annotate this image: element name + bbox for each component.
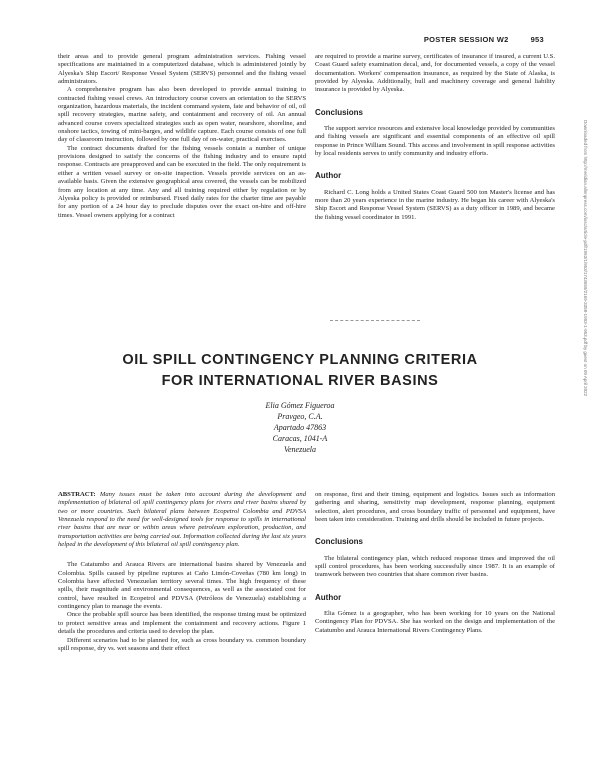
abstract-text: Many issues must be taken into account during the development and implementation of bilateral oil spill contingency plans for rivers and river basins shared by two or more countries. Such bilateral plans between Ecopetrol Colombia and PDVSA Venezuela respond to the need for well-designed tools for response to spills in international river basins that are near or within areas where petroleum exploration, production, and transportation activities are being carried out. Information collected during the last six years helped in the development of this bilateral oil spill contingency plan. [58, 491, 306, 549]
abstract [58, 491, 306, 549]
page-number: 953 [530, 35, 544, 44]
author-org: Pravgeo, C.A. [277, 412, 323, 421]
author-address: Apartado 47863 [273, 423, 327, 432]
paragraph: Elia Gómez is a geographer, who has been working for 10 years on the National Contingency Plan for PDVSA. She has worked on the design and implementation of the Catatumbo and Arauca International Rivers Contingency Plans. [315, 610, 555, 634]
conclusions-heading: Conclusions [315, 537, 364, 547]
paper-title [60, 350, 540, 392]
paragraph: The Catatumbo and Arauca Rivers are international basins shared by Venezuela and Colombia. Spills caused by pipeline ruptures at Caño Limón-Coveñas (780 km long) in Colombia have affected Venezuelan territory several times. The high frequency of these spills, their magnitude and environmental consequences, as well as the associated cost for control, have resulted in Ecopetrol and PDVSA (Petróleos de Venezuela) establishing a contingency plan to manage the events. [58, 561, 306, 611]
paragraph: The contract documents drafted for the fishing vessels contain a number of unique provisions designed to satisfy the concerns of the fishing industry and to ensure rapid response. Contracts are preapproved and can be executed in the field. The only requirement is either a written vessel survey or on-site inspection. Vessels provide services on an as-available basis. Given the extensive geographical area covered, the vessels can be mobilized from any location at any time. Any and all training required either by regulation or by Alyeska policy is provided or reimbursed. Fixed daily rates for the charter time are payable for any portion of a 24 hour day to preclude disputes over the exact on-hire and off-hire times. Vessel owners applying for a contract [58, 144, 306, 219]
title-line: FOR INTERNATIONAL RIVER BASINS [161, 373, 439, 389]
paragraph: The support service resources and extensive local knowledge provided by communities and fishing vessels are significant and essential components of an effective oil spill response in Prince William Sound. This access and involvement in spill response activities by local residents serves to unify community and industry efforts. [315, 125, 555, 158]
section-divider [330, 320, 420, 321]
conclusions-heading: Conclusions [315, 107, 364, 117]
paragraph: on response, first and their timing, equipment and logistics. Issues such as information gathering and sharing, sensitivity map development, response planning, equipment selection, alert procedures, and cross boundary traffic of personnel and equipment, have been taken into consideration. Training and drills should be included in future projects. [315, 491, 555, 524]
paragraph: are required to provide a marine survey, certificates of insurance if insured, a current U.S. Coast Guard safety examination decal, and, for documented vessels, a copy of the vessel documentation. Workers' compensation insurance, as required by the State of Alaska, is provided by Alyeska. Additionally, hull and machinery coverage and general liability insurance is provided by Alyeska. [315, 53, 555, 94]
title-line: OIL SPILL CONTINGENCY PLANNING CRITERIA [122, 352, 478, 368]
top-right-column [315, 53, 555, 222]
paragraph: A comprehensive program has also been developed to provide annual training to contracted fishing vessel crews. An introductory course covers an orientation to the SERVS organization, hazardous materials, the incident command system, fate and behavior of oil, oil spill recovery strategies, marine safety, and containment and recovery of oil. An annual advanced course covers specialized strategies such as open water, nearshore, shoreline, and onshore tactics, towing of mini-barges, and wildlife capture. Each course consists of one full day of classroom instruction, followed by one full day of on-water, practical exercises. [58, 86, 306, 144]
download-watermark: Downloaded from http://meridian.allenpress.com/iosc/article-pdf/1993/1/953/1743659/2169-3358-1993-1-953.pdf by guest on 09 April 2022 [583, 120, 588, 397]
author-name: Elia Gómez Figueroa [265, 401, 335, 410]
top-left-column [58, 53, 306, 220]
paragraph: their areas and to provide general program administration services. Fishing vessel specifications are maintained in a computerized database, which is administered jointly by Alyeska's Ship Escort/ Response Vessel System (SERVS) personnel and the fishing vessel administrators. [58, 53, 306, 86]
paragraph: Once the probable spill source has been identified, the response timing must be optimized to protect sensitive areas and implement the containment and recovery actions. Figure 1 details the procedures and criteria used to develop the plan. [58, 611, 306, 636]
running-header [424, 35, 544, 44]
author-heading: Author [315, 171, 342, 181]
bottom-left-column [58, 491, 306, 653]
paragraph: Richard C. Long holds a United States Coast Guard 500 ton Master's license and has more than 20 years experience in the marine industry. He began his career with Alyeska's Ship Escort and Response Vessel System (SERVS) as a duty officer in 1989, and became the fishing vessel coordinator in 1991. [315, 188, 555, 221]
author-affiliation [200, 400, 400, 455]
paragraph: The bilateral contingency plan, which reduced response times and improved the oil spill control procedures, has been working successfully since 1987. It is an example of teamwork between two countries that share common river basins. [315, 554, 555, 579]
author-address: Caracas, 1041-A [272, 434, 328, 443]
paragraph: Different scenarios had to be planned for, such as cross boundary vs. common boundary spill response, dry vs. wet seasons and their effect [58, 636, 306, 652]
session-label: POSTER SESSION W2 [423, 35, 509, 44]
bottom-right-column [315, 491, 555, 635]
abstract-label: ABSTRACT: [58, 491, 96, 498]
author-heading: Author [315, 592, 342, 602]
author-country: Venezuela [284, 445, 316, 454]
